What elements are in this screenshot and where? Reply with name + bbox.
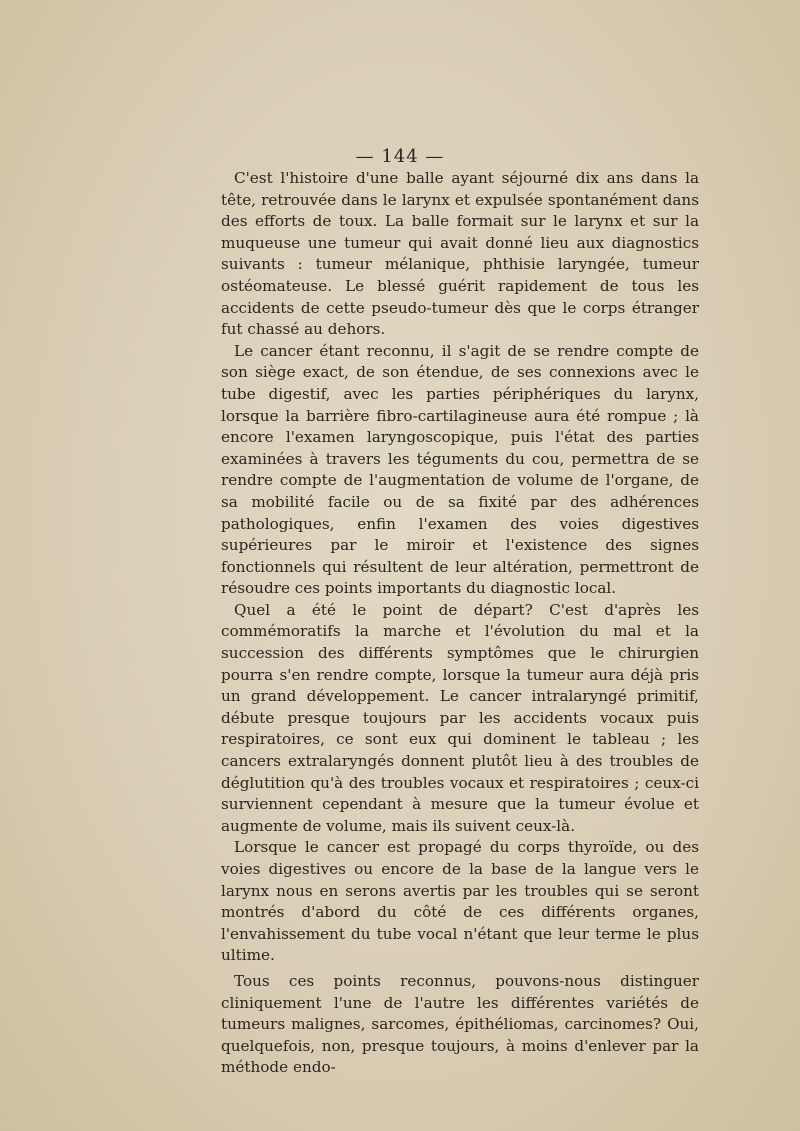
body-text (221, 168, 699, 1079)
page-number: — 144 — (355, 146, 445, 167)
paragraph-3: Quel a été le point de départ? C'est d'après les commémoratifs la marche et l'évolution du mal et la succession des différents symptômes que le chirurgien pourra s'en rendre compte, lorsque la tumeur aura déjà pris un grand développement. Le cancer intralaryngé primitif, débute presque toujours par les accidents vocaux puis respiratoires, ce sont eux qui dominent le tableau ; les cancers extralaryngés donnent plutôt lieu à des troubles de déglutition qu'à des troubles vocaux et respiratoires ; ceux-ci surviennent cependant à mesure que la tumeur évolue et augmente de volume, mais ils suivent ceux-là. (221, 600, 699, 835)
paragraph-1: C'est l'histoire d'une balle ayant séjourné dix ans dans la tête, retrouvée dans le larynx et expulsée spontanément dans des efforts de toux. La balle formait sur le larynx et sur la muqueuse une tumeur qui avait donné lieu aux diagnostics suivants : tumeur mélanique, phthisie laryngée, tumeur ostéomateuse. Le blessé guérit rapidement de tous les accidents de cette pseudo-tumeur dès que le corps étranger fut chassé au dehors. (221, 169, 699, 339)
paragraph-4: Lorsque le cancer est propagé du corps thyroïde, ou des voies digestives ou encore de la base de la langue vers le larynx nous en serons avertis par les troubles qui se seront montrés d'abord du côté de ces différents organes, l'envahissement du tube vocal n'étant que leur terme le plus ultime. (221, 838, 699, 965)
paragraph-5: Tous ces points reconnus, pouvons-nous distinguer cliniquement l'une de l'autre les différentes variétés de tumeurs malignes, sarcomes, épithéliomas, carcinomes? Oui, quelquefois, non, presque toujours, à moins d'enlever par la méthode endo- (221, 971, 699, 1077)
paragraph-2: Le cancer étant reconnu, il s'agit de se rendre compte de son siège exact, de son étendue, de ses connexions avec le tube digestif, avec les parties périphériques du larynx, lorsque la barrière fibro-cartilagineuse aura été rompue ; là encore l'examen laryngoscopique, puis l'état des parties examinées à travers les téguments du cou, permettra de se rendre compte de l'augmentation de volume de l'organe, de sa mobilité facile ou de sa fixité par des adhérences pathologiques, enfin l'examen des voies digestives supérieures par le miroir et l'existence des signes fonctionnels qui résultent de leur altération, permettront de résoudre ces points importants du diagnostic local. (221, 341, 699, 598)
